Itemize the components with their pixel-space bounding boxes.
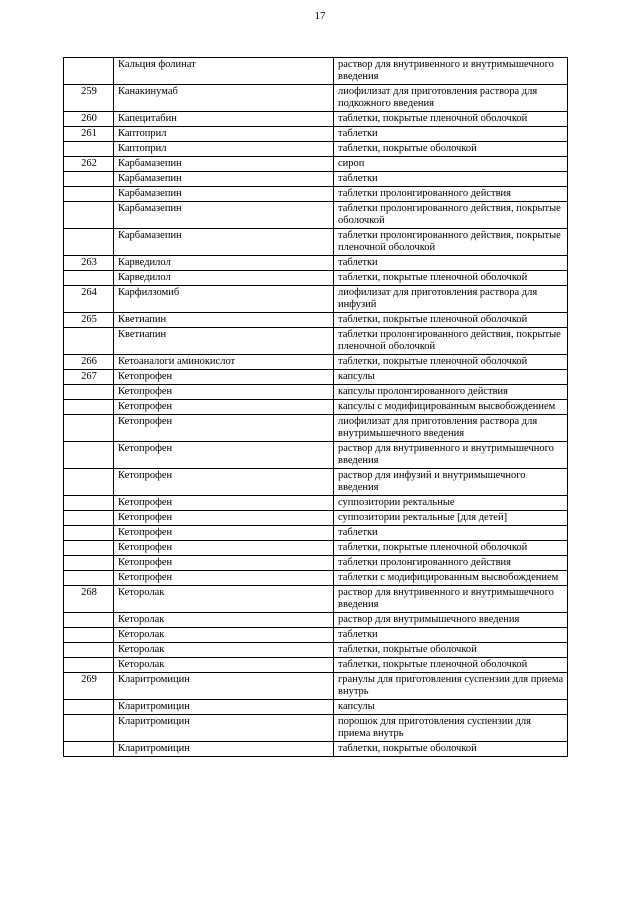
dosage-form-cell: таблетки, покрытые пленочной оболочкой bbox=[334, 313, 568, 328]
drug-name-cell: Кальция фолинат bbox=[114, 58, 334, 85]
drug-name-cell: Кларитромицин bbox=[114, 715, 334, 742]
dosage-form-cell: таблетки с модифицированным высвобождением bbox=[334, 571, 568, 586]
row-number-cell bbox=[64, 58, 114, 85]
table-row bbox=[64, 658, 568, 673]
drug-table bbox=[63, 57, 568, 757]
table-body bbox=[64, 58, 568, 757]
dosage-form-cell: таблетки bbox=[334, 256, 568, 271]
row-number-cell bbox=[64, 442, 114, 469]
dosage-form-cell: таблетки, покрытые пленочной оболочкой bbox=[334, 541, 568, 556]
row-number-cell: 262 bbox=[64, 157, 114, 172]
row-number-cell bbox=[64, 202, 114, 229]
table-row bbox=[64, 400, 568, 415]
drug-name-cell: Карбамазепин bbox=[114, 229, 334, 256]
table-row bbox=[64, 526, 568, 541]
drug-name-cell: Карбамазепин bbox=[114, 157, 334, 172]
dosage-form-cell: таблетки, покрытые пленочной оболочкой bbox=[334, 112, 568, 127]
page-number: 17 bbox=[314, 10, 326, 22]
drug-name-cell: Кетопрофен bbox=[114, 511, 334, 526]
row-number-cell bbox=[64, 700, 114, 715]
table-row bbox=[64, 556, 568, 571]
table-row bbox=[64, 511, 568, 526]
dosage-form-cell: таблетки пролонгированного действия bbox=[334, 556, 568, 571]
drug-name-cell: Кетопрофен bbox=[114, 385, 334, 400]
drug-name-cell: Кетопрофен bbox=[114, 496, 334, 511]
dosage-form-cell: таблетки, покрытые оболочкой bbox=[334, 742, 568, 757]
row-number-cell bbox=[64, 172, 114, 187]
row-number-cell bbox=[64, 511, 114, 526]
drug-name-cell: Кетопрофен bbox=[114, 370, 334, 385]
drug-name-cell: Карбамазепин bbox=[114, 187, 334, 202]
dosage-form-cell: таблетки bbox=[334, 628, 568, 643]
drug-name-cell: Кеторолак bbox=[114, 658, 334, 673]
row-number-cell: 268 bbox=[64, 586, 114, 613]
table-row bbox=[64, 673, 568, 700]
row-number-cell bbox=[64, 187, 114, 202]
row-number-cell bbox=[64, 229, 114, 256]
dosage-form-cell: капсулы с модифицированным высвобождением bbox=[334, 400, 568, 415]
dosage-form-cell: лиофилизат для приготовления раствора для внутримышечного введения bbox=[334, 415, 568, 442]
dosage-form-cell: таблетки, покрытые оболочкой bbox=[334, 643, 568, 658]
dosage-form-cell: капсулы bbox=[334, 370, 568, 385]
dosage-form-cell: раствор для внутривенного и внутримышечного введения bbox=[334, 442, 568, 469]
dosage-form-cell: таблетки, покрытые пленочной оболочкой bbox=[334, 658, 568, 673]
dosage-form-cell: лиофилизат для приготовления раствора для подкожного введения bbox=[334, 85, 568, 112]
drug-name-cell: Кветиапин bbox=[114, 328, 334, 355]
row-number-cell: 261 bbox=[64, 127, 114, 142]
drug-name-cell: Кетопрофен bbox=[114, 415, 334, 442]
row-number-cell: 264 bbox=[64, 286, 114, 313]
table-row bbox=[64, 187, 568, 202]
table-row bbox=[64, 328, 568, 355]
table-row bbox=[64, 313, 568, 328]
dosage-form-cell: капсулы bbox=[334, 700, 568, 715]
table-row bbox=[64, 715, 568, 742]
drug-name-cell: Кетоаналоги аминокислот bbox=[114, 355, 334, 370]
drug-name-cell: Кларитромицин bbox=[114, 700, 334, 715]
table-row bbox=[64, 112, 568, 127]
row-number-cell bbox=[64, 328, 114, 355]
table-row bbox=[64, 271, 568, 286]
table-row bbox=[64, 256, 568, 271]
table-row bbox=[64, 613, 568, 628]
row-number-cell bbox=[64, 556, 114, 571]
row-number-cell bbox=[64, 613, 114, 628]
row-number-cell: 265 bbox=[64, 313, 114, 328]
table-row bbox=[64, 571, 568, 586]
drug-name-cell: Канакинумаб bbox=[114, 85, 334, 112]
drug-name-cell: Кларитромицин bbox=[114, 742, 334, 757]
dosage-form-cell: таблетки, покрытые оболочкой bbox=[334, 142, 568, 157]
row-number-cell bbox=[64, 142, 114, 157]
table-row bbox=[64, 127, 568, 142]
table-row bbox=[64, 202, 568, 229]
dosage-form-cell: раствор для внутривенного и внутримышечного введения bbox=[334, 58, 568, 85]
dosage-form-cell: раствор для внутримышечного введения bbox=[334, 613, 568, 628]
table-row bbox=[64, 496, 568, 511]
dosage-form-cell: таблетки bbox=[334, 526, 568, 541]
row-number-cell: 260 bbox=[64, 112, 114, 127]
table-row bbox=[64, 469, 568, 496]
drug-name-cell: Карбамазепин bbox=[114, 202, 334, 229]
drug-name-cell: Карведилол bbox=[114, 271, 334, 286]
row-number-cell bbox=[64, 658, 114, 673]
row-number-cell bbox=[64, 571, 114, 586]
table-row bbox=[64, 586, 568, 613]
dosage-form-cell: суппозитории ректальные bbox=[334, 496, 568, 511]
dosage-form-cell: таблетки, покрытые пленочной оболочкой bbox=[334, 271, 568, 286]
table-row bbox=[64, 286, 568, 313]
row-number-cell bbox=[64, 271, 114, 286]
dosage-form-cell: порошок для приготовления суспензии для приема внутрь bbox=[334, 715, 568, 742]
drug-name-cell: Карбамазепин bbox=[114, 172, 334, 187]
drug-name-cell: Кеторолак bbox=[114, 643, 334, 658]
table-row bbox=[64, 700, 568, 715]
table-row bbox=[64, 628, 568, 643]
dosage-form-cell: лиофилизат для приготовления раствора для инфузий bbox=[334, 286, 568, 313]
dosage-form-cell: таблетки пролонгированного действия, покрытые пленочной оболочкой bbox=[334, 328, 568, 355]
drug-name-cell: Кетопрофен bbox=[114, 469, 334, 496]
drug-name-cell: Карведилол bbox=[114, 256, 334, 271]
row-number-cell: 269 bbox=[64, 673, 114, 700]
drug-name-cell: Кетопрофен bbox=[114, 541, 334, 556]
drug-name-cell: Кетопрофен bbox=[114, 526, 334, 541]
row-number-cell: 266 bbox=[64, 355, 114, 370]
drug-name-cell: Кетопрофен bbox=[114, 400, 334, 415]
drug-name-cell: Каптоприл bbox=[114, 142, 334, 157]
row-number-cell bbox=[64, 526, 114, 541]
table-row bbox=[64, 85, 568, 112]
table-row bbox=[64, 742, 568, 757]
drug-name-cell: Кларитромицин bbox=[114, 673, 334, 700]
row-number-cell bbox=[64, 496, 114, 511]
row-number-cell: 267 bbox=[64, 370, 114, 385]
table-row bbox=[64, 385, 568, 400]
table-row bbox=[64, 172, 568, 187]
row-number-cell bbox=[64, 415, 114, 442]
dosage-form-cell: таблетки пролонгированного действия bbox=[334, 187, 568, 202]
dosage-form-cell: таблетки, покрытые пленочной оболочкой bbox=[334, 355, 568, 370]
row-number-cell: 259 bbox=[64, 85, 114, 112]
dosage-form-cell: таблетки bbox=[334, 172, 568, 187]
row-number-cell bbox=[64, 400, 114, 415]
row-number-cell bbox=[64, 742, 114, 757]
dosage-form-cell: таблетки пролонгированного действия, покрытые пленочной оболочкой bbox=[334, 229, 568, 256]
table-row bbox=[64, 58, 568, 85]
drug-name-cell: Кетопрофен bbox=[114, 571, 334, 586]
row-number-cell bbox=[64, 541, 114, 556]
table-row bbox=[64, 229, 568, 256]
drug-name-cell: Кветиапин bbox=[114, 313, 334, 328]
drug-name-cell: Кеторолак bbox=[114, 586, 334, 613]
dosage-form-cell: капсулы пролонгированного действия bbox=[334, 385, 568, 400]
row-number-cell bbox=[64, 715, 114, 742]
dosage-form-cell: гранулы для приготовления суспензии для приема внутрь bbox=[334, 673, 568, 700]
dosage-form-cell: сироп bbox=[334, 157, 568, 172]
row-number-cell bbox=[64, 469, 114, 496]
table-row bbox=[64, 157, 568, 172]
table-row bbox=[64, 643, 568, 658]
row-number-cell: 263 bbox=[64, 256, 114, 271]
drug-name-cell: Капецитабин bbox=[114, 112, 334, 127]
table-row bbox=[64, 370, 568, 385]
drug-name-cell: Каптоприл bbox=[114, 127, 334, 142]
table-row bbox=[64, 142, 568, 157]
dosage-form-cell: таблетки пролонгированного действия, покрытые оболочкой bbox=[334, 202, 568, 229]
drug-name-cell: Кетопрофен bbox=[114, 442, 334, 469]
dosage-form-cell: раствор для инфузий и внутримышечного введения bbox=[334, 469, 568, 496]
dosage-form-cell: раствор для внутривенного и внутримышечного введения bbox=[334, 586, 568, 613]
drug-name-cell: Кеторолак bbox=[114, 628, 334, 643]
drug-name-cell: Кеторолак bbox=[114, 613, 334, 628]
table-row bbox=[64, 415, 568, 442]
table-row bbox=[64, 442, 568, 469]
dosage-form-cell: таблетки bbox=[334, 127, 568, 142]
dosage-form-cell: суппозитории ректальные [для детей] bbox=[334, 511, 568, 526]
drug-name-cell: Карфилзомиб bbox=[114, 286, 334, 313]
row-number-cell bbox=[64, 643, 114, 658]
drug-name-cell: Кетопрофен bbox=[114, 556, 334, 571]
table-row bbox=[64, 355, 568, 370]
row-number-cell bbox=[64, 628, 114, 643]
table-row bbox=[64, 541, 568, 556]
row-number-cell bbox=[64, 385, 114, 400]
